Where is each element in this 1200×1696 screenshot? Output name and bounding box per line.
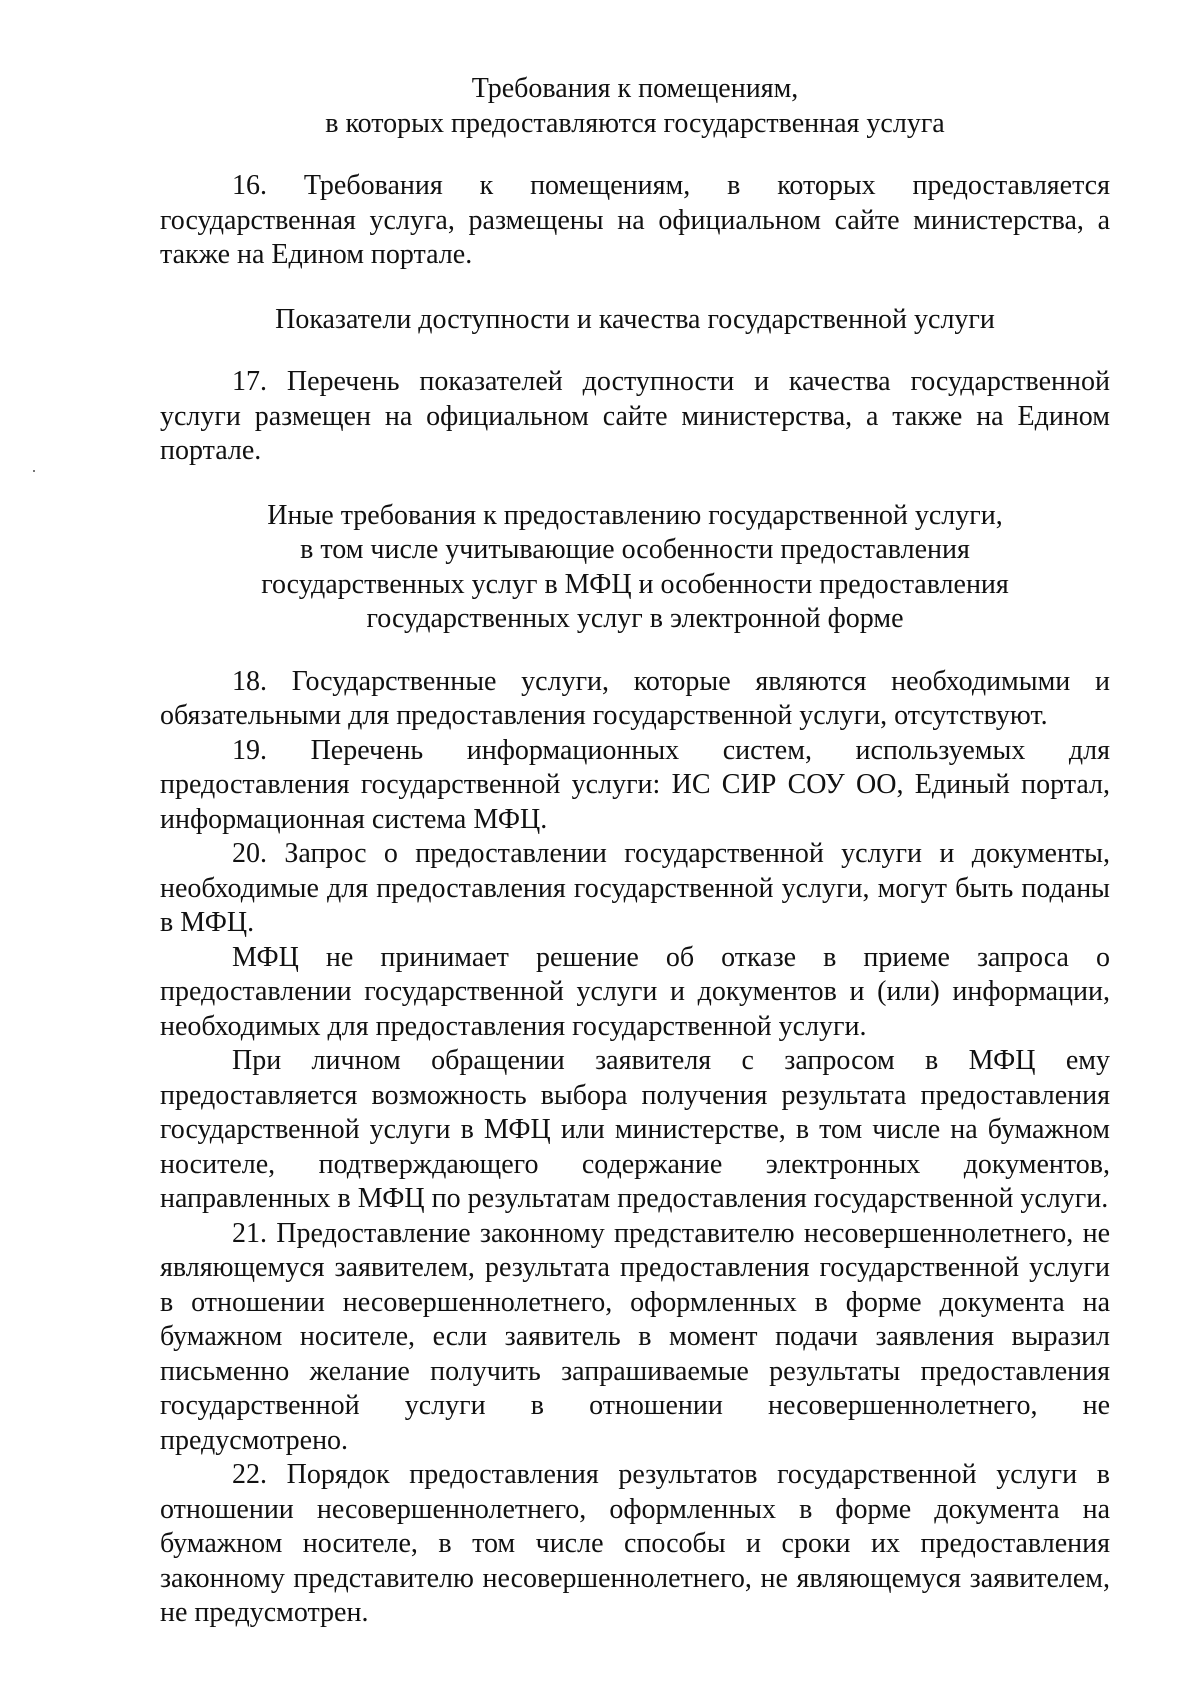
paragraph-19: 19. Перечень информационных систем, используемых для предоставления государственной услуги: ИС СИР СОУ ОО, Единый портал, информационная система МФЦ. (160, 734, 1110, 835)
section-heading-indicators (160, 303, 1110, 338)
paragraph-20-mfc-refusal: МФЦ не принимает решение об отказе в приеме запроса о предоставлении государственной услуги и документов и (или) информации, необходимых для предоставления государственной услуги. (160, 941, 1110, 1042)
heading-line: Требования к помещениям, (471, 73, 799, 104)
heading-line: в том числе учитывающие особенности предоставления (300, 534, 970, 565)
paragraph-17: 17. Перечень показателей доступности и качества государственной услуги размещен на официальном сайте министерства, а также на Едином портале. (160, 366, 1110, 466)
paragraph-20-personal-appeal: При личном обращении заявителя с запросом в МФЦ ему предоставляется возможность выбора получения результата предоставления государственной услуги в МФЦ или министерстве, в том числе на бумажном носителе, подтверждающего содержание электронных документов, направленных в МФЦ по результатам предоставления государственной услуги. (160, 1045, 1110, 1214)
heading-line: Показатели доступности и качества государственной услуги (275, 303, 995, 335)
scan-artifact (33, 470, 35, 472)
document-content (160, 72, 1110, 1631)
paragraph-21: 21. Предоставление законному представителю несовершеннолетнего, не являющемуся заявителем, результата предоставления государственной услуги в отношении несовершеннолетнего, оформленных в форме документа на бумажном носителе, если заявитель в момент подачи заявления выразил письменно желание получить запрашиваемые результаты предоставления государственной услуги в отношении несовершеннолетнего, не предусмотрено. (160, 1217, 1110, 1456)
section-heading-other-requirements (160, 499, 1110, 637)
paragraph-16: 16. Требования к помещениям, в которых предоставляется государственная услуга, размещены на официальном сайте министерства, а также на Едином портале. (160, 170, 1110, 270)
heading-line: государственных услуг в МФЦ и особенности предоставления (261, 568, 1009, 600)
heading-line: Иные требования к предоставлению государственной услуги, (267, 499, 1003, 531)
heading-line: в которых предоставляются государственная услуга (325, 107, 945, 139)
paragraph-20: 20. Запрос о предоставлении государственной услуги и документы, необходимые для предоставления государственной услуги, могут быть поданы в МФЦ. (160, 838, 1110, 938)
section-heading-premises (160, 72, 1110, 141)
heading-line: государственных услуг в электронной форме (366, 603, 904, 634)
paragraph-18: 18. Государственные услуги, которые являются необходимыми и обязательными для предоставления государственной услуги, отсутствуют. (160, 665, 1110, 731)
paragraph-22: 22. Порядок предоставления результатов государственной услуги в отношении несовершеннолетнего, оформленных в форме документа на бумажном носителе, в том числе способы и сроки их предоставления законному представителю несовершеннолетнего, не являющемуся заявителем, не предусмотрен. (160, 1459, 1110, 1628)
